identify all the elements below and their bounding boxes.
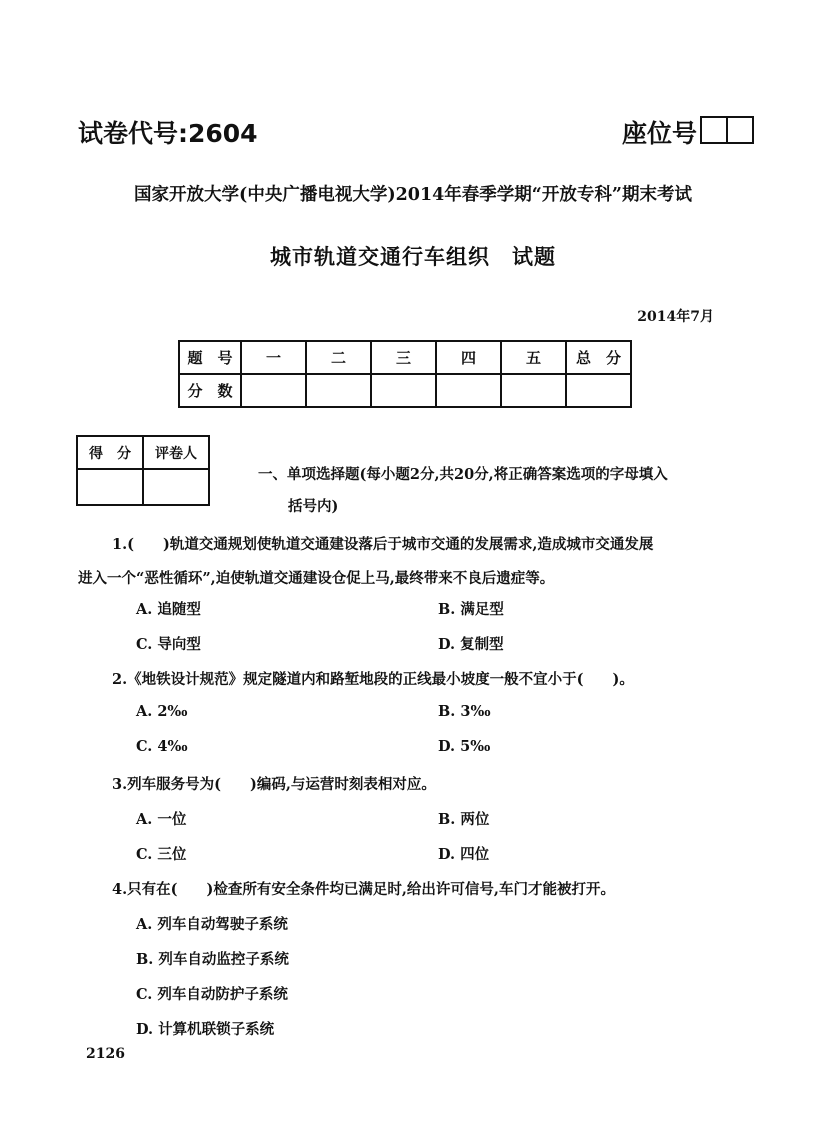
grader-name-cell[interactable] [143,469,209,505]
score-table-header-row [179,341,631,374]
score-row-label: 分 数 [179,374,241,407]
score-cell[interactable] [501,374,566,407]
exam-date: 2014年7月 [637,309,714,325]
score-table-header-cell: 题 号 [179,341,241,374]
question-1 [78,528,750,596]
score-table-header-cell: 总 分 [566,341,631,374]
seat-box [728,116,754,144]
question-1-option-b: B. 满足型 [438,601,504,618]
question-3-option-d: D. 四位 [438,846,490,863]
paper-code: 试卷代号:2604 [78,119,258,148]
question-3-option-a: A. 一位 [136,811,187,828]
question-3-option-b: B. 两位 [438,811,490,828]
score-cell[interactable] [241,374,306,407]
grader-table [76,435,210,506]
seat-box [700,116,728,144]
score-cell[interactable] [306,374,371,407]
question-1-line2: 进入一个“恶性循环”,迫使轨道交通建设仓促上马,最终带来不良后遗症等。 [78,570,555,587]
score-table-header-cell: 四 [436,341,501,374]
question-2-option-b: B. 3‰ [438,703,491,720]
grader-score-cell[interactable] [77,469,143,505]
score-table-header-cell: 五 [501,341,566,374]
seat-number-label: 座位号 [622,119,698,148]
question-1-option-c: C. 导向型 [136,636,201,653]
seat-number-boxes [700,116,754,144]
question-2-option-a: A. 2‰ [136,703,188,720]
score-table-header-cell: 一 [241,341,306,374]
question-1-option-a: A. 追随型 [136,601,201,618]
question-2-option-d: D. 5‰ [438,738,491,755]
question-4-text: 4.只有在( )检查所有安全条件均已满足时,给出许可信号,车门才能被打开。 [112,881,615,898]
score-table-header-cell: 三 [371,341,436,374]
score-table-score-row [179,374,631,407]
question-2-option-c: C. 4‰ [136,738,188,755]
score-cell[interactable] [371,374,436,407]
grader-score-label: 得 分 [77,436,143,469]
question-4-option-c: C. 列车自动防护子系统 [136,986,288,1003]
grader-name-label: 评卷人 [143,436,209,469]
question-1-line1: 1.( )轨道交通规划使轨道交通建设落后于城市交通的发展需求,造成城市交通发展 [112,536,654,553]
score-table [178,340,632,408]
score-cell[interactable] [566,374,631,407]
question-3-option-c: C. 三位 [136,846,187,863]
section-heading [258,459,758,523]
score-cell[interactable] [436,374,501,407]
page-number: 2126 [86,1046,125,1062]
question-1-option-d: D. 复制型 [438,636,504,653]
question-4-option-d: D. 计算机联锁子系统 [136,1021,275,1038]
question-2-text: 2.《地铁设计规范》规定隧道内和路堑地段的正线最小坡度一般不宜小于( )。 [112,671,634,688]
question-4-option-b: B. 列车自动监控子系统 [136,951,289,968]
institution-line: 国家开放大学(中央广播电视大学)2014年春季学期“开放专科”期末考试 [134,185,692,205]
question-3-text: 3.列车服务号为( )编码,与运营时刻表相对应。 [112,776,436,793]
section-heading-line2: 括号内) [288,498,339,515]
section-heading-line1: 一、单项选择题(每小题2分,共20分,将正确答案选项的字母填入 [258,466,668,483]
score-table-header-cell: 二 [306,341,371,374]
exam-title: 城市轨道交通行车组织 试题 [270,245,556,269]
question-4-option-a: A. 列车自动驾驶子系统 [136,916,288,933]
